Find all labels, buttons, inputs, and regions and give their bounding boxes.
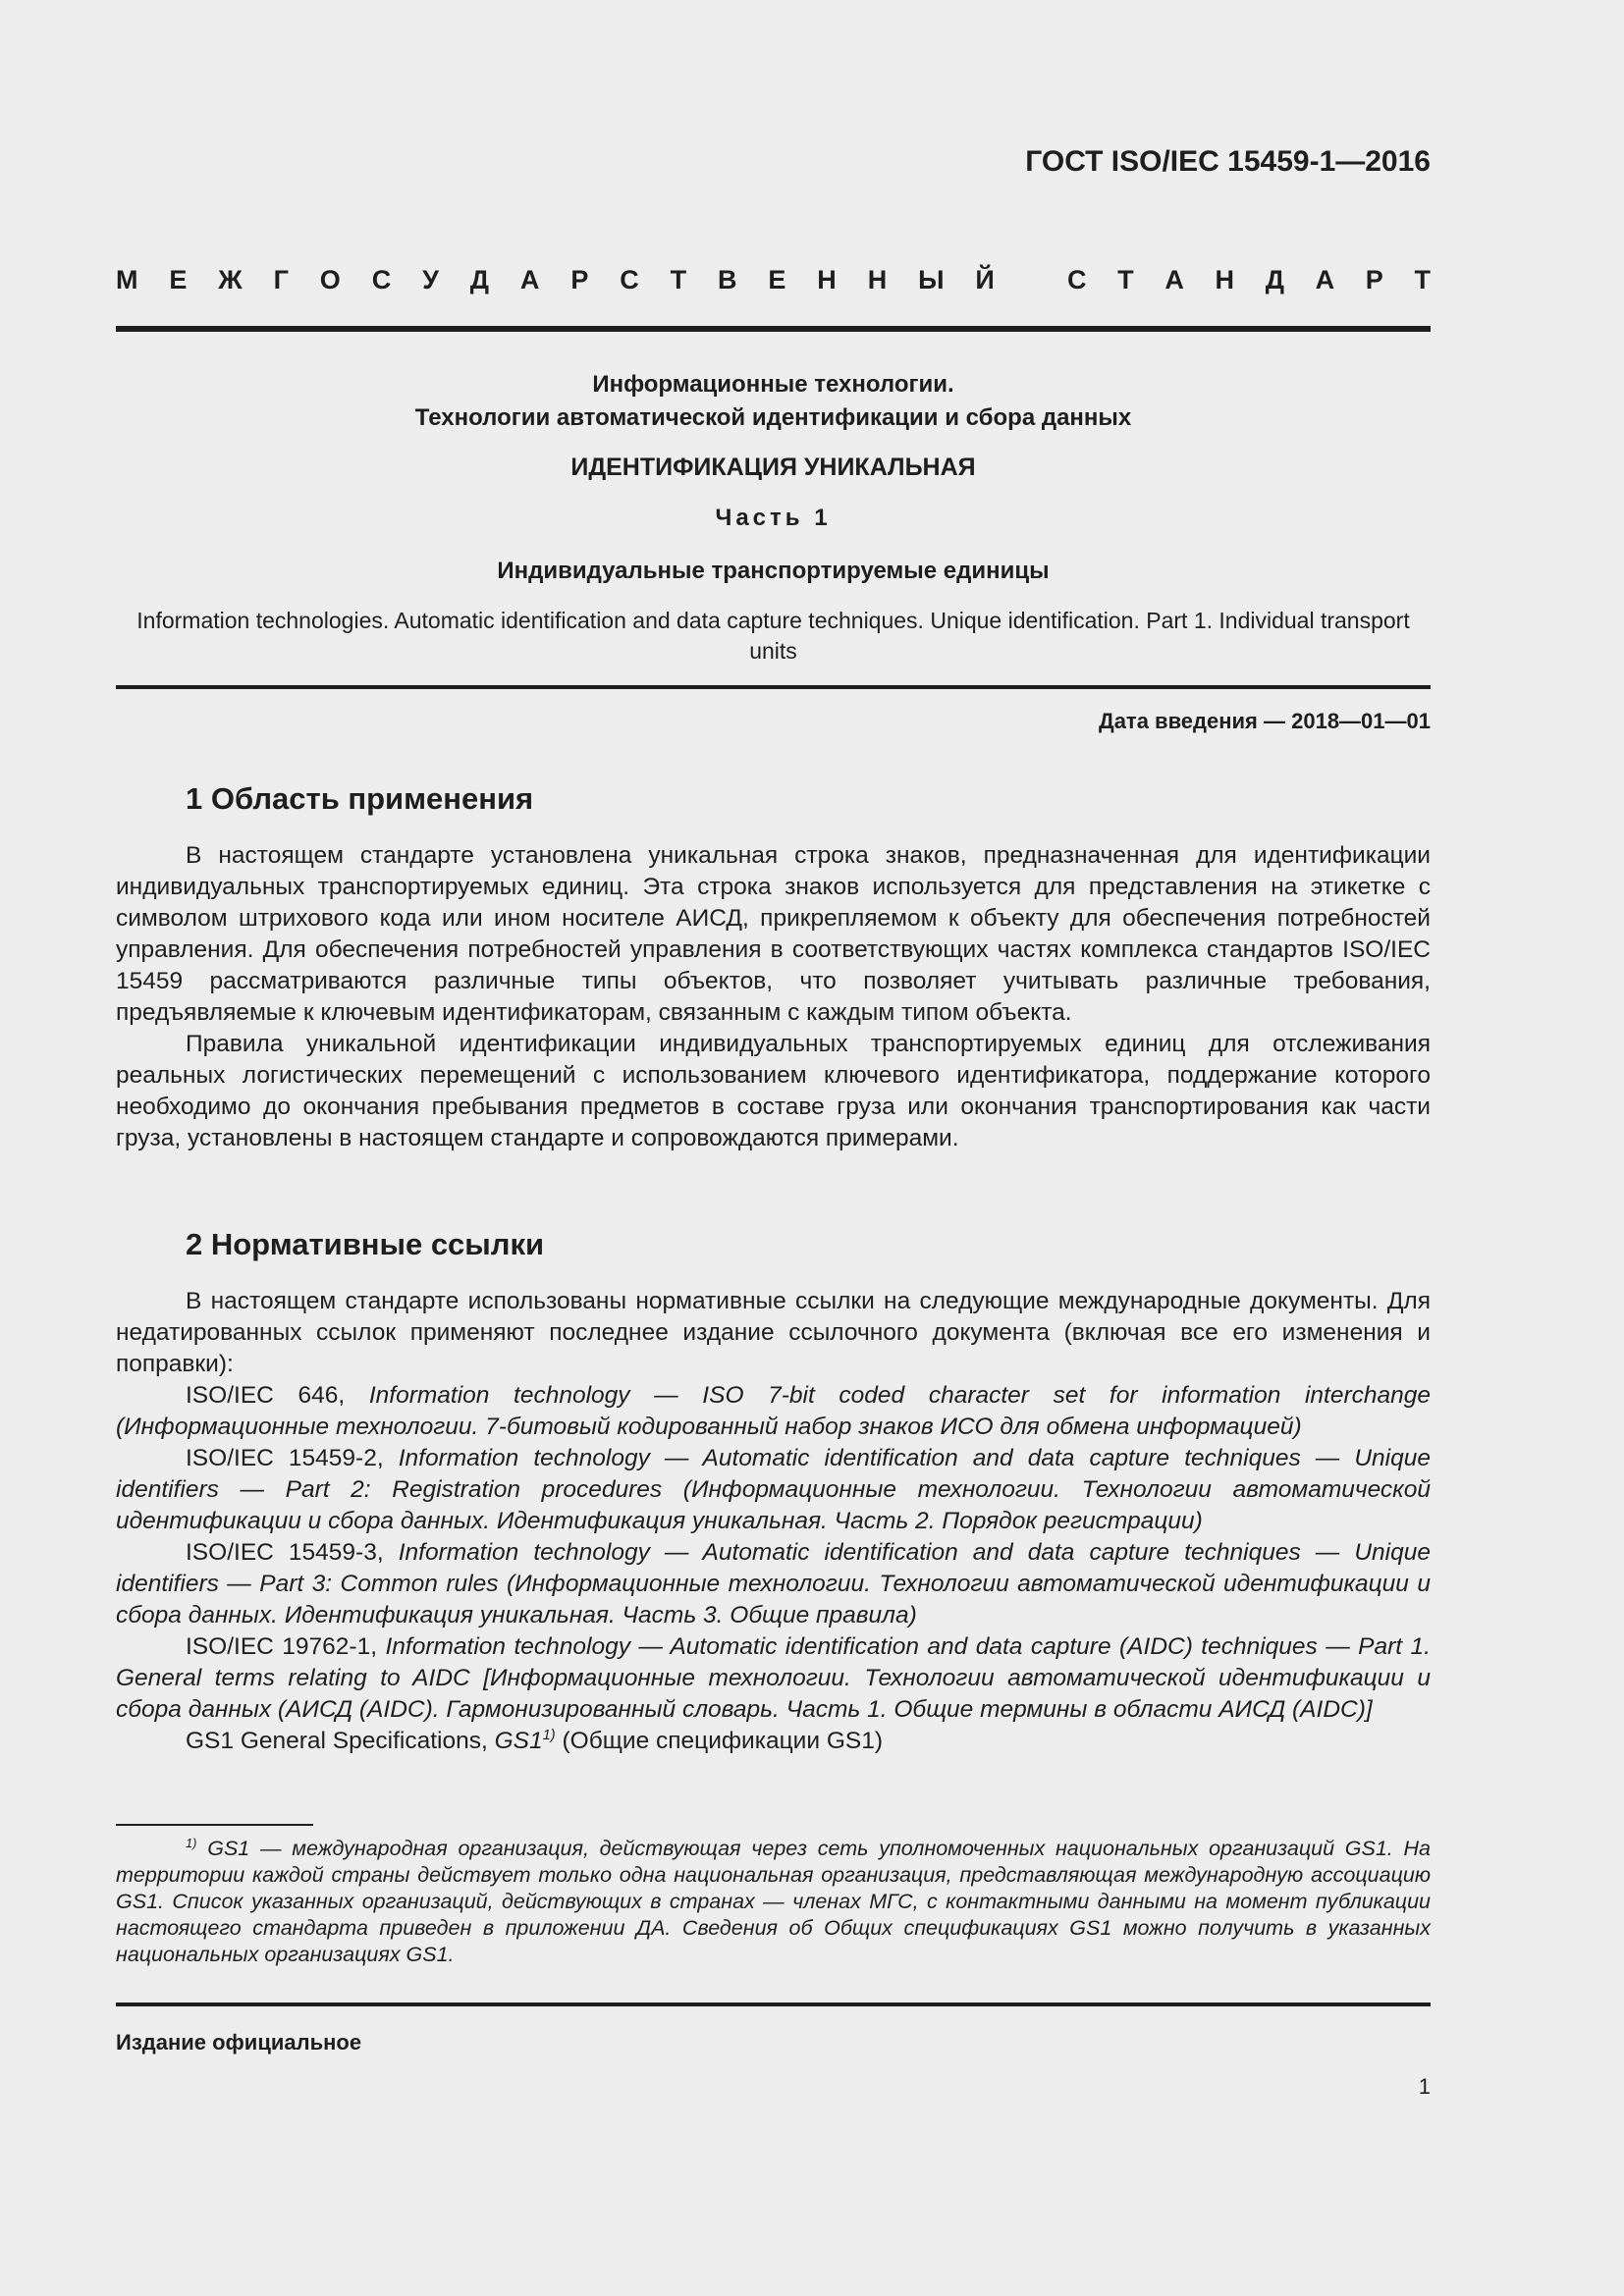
reference-title: Information technology — Automatic identification and data capture techniques — Unique identifiers — Part 2: Registration procedures (Информационные технологии. Технологии автоматической идентификации и сбора данных. Идентификация уникальная. Часть 2. Порядок регистрации) bbox=[116, 1445, 1431, 1534]
heading-letter: В bbox=[718, 265, 737, 294]
gs1-suffix: (Общие спецификации GS1) bbox=[562, 1728, 884, 1754]
title-line-2: Технологии автоматической идентификации и сбора данных bbox=[414, 404, 1132, 431]
reference-title: Information technology — Automatic identification and data capture (AIDC) techniques — Part 1. General terms relating to AIDC [Информационные технологии. Технологии автоматической идентификации и сбора данных (АИСД (AIDC). Гармонизированный словарь. Часть 1. Общие термины в области АИСД (AIDC)] bbox=[116, 1633, 1431, 1723]
reference-code: ISO/IEC 19762-1, bbox=[186, 1633, 378, 1660]
reference-code: ISO/IEC 15459-2, bbox=[186, 1445, 384, 1471]
heading-letter: С bbox=[1067, 265, 1087, 294]
heading-letter: Ы bbox=[918, 265, 945, 294]
heading-letter: Е bbox=[768, 265, 786, 294]
section-2-body bbox=[116, 1286, 1431, 1757]
heading-letter: М bbox=[116, 265, 138, 294]
heading-letter: С bbox=[620, 265, 639, 294]
heading-letter: Й bbox=[975, 265, 995, 294]
reference-gs1 bbox=[116, 1726, 1431, 1757]
page-number: 1 bbox=[1418, 2074, 1431, 2099]
heading-letter: Р bbox=[1365, 265, 1383, 294]
footnote-text: GS1 — международная организация, действующая через сеть уполномоченных национальных организаций GS1. На территории каждой страны действует только одна национальная организация, представляющая международную ассоциацию GS1. Список указанных организаций, действующих в странах — членах МГС, с контактными данными на момент публикации настоящего стандарта приведен в приложении ДА. Сведения об Общих спецификациях GS1 можно получить в указанных национальных организациях GS1. bbox=[116, 1837, 1431, 1966]
title-main: ИДЕНТИФИКАЦИЯ УНИКАЛЬНАЯ bbox=[570, 454, 976, 481]
heading-letter: Н bbox=[867, 265, 888, 294]
heading-letter: Н bbox=[1215, 265, 1235, 294]
reference-code: ISO/IEC 646, bbox=[186, 1382, 346, 1409]
section-1-body bbox=[116, 840, 1431, 1154]
section-1-heading: 1 Область применения bbox=[186, 781, 534, 816]
gost-code: ГОСТ ISO/IEC 15459-1—2016 bbox=[1025, 145, 1431, 178]
footnote-separator bbox=[116, 1824, 313, 1826]
title-english: Information technologies. Automatic identification and data capture techniques. Unique identification. Part 1. Individual transport units bbox=[136, 608, 1410, 664]
heading-letter: Н bbox=[817, 265, 837, 294]
footer-rule bbox=[116, 2002, 1431, 2006]
reference-item bbox=[116, 1380, 1431, 1443]
section-1-paragraph-2: Правила уникальной идентификации индивидуальных транспортируемых единиц для отслеживания реальных логистических перемещений с использованием ключевого идентификатора, поддержание которого необходимо до окончания пребывания предметов в составе груза или окончания транспортирования как части груза, установлены в настоящем стандарте и сопровождаются примерами. bbox=[116, 1031, 1431, 1151]
section-2-intro: В настоящем стандарте использованы нормативные ссылки на следующие международные документы. Для недатированных ссылок применяют последнее издание ссылочного документа (включая все его изменения и поправки): bbox=[116, 1288, 1431, 1377]
reference-title: Information technology — ISO 7-bit coded character set for information interchange (Информационные технологии. 7-битовый кодированный набор знаков ИСО для обмена информацией) bbox=[116, 1382, 1431, 1440]
heading-letter: Д bbox=[1265, 265, 1284, 294]
heading-letter: У bbox=[422, 265, 439, 294]
footnote-mark: 1) bbox=[186, 1835, 197, 1850]
standard-word-standard bbox=[1067, 265, 1431, 295]
reference-item bbox=[116, 1537, 1431, 1631]
heading-letter: Т bbox=[670, 265, 687, 294]
heading-letter: А bbox=[1315, 265, 1335, 294]
heading-letter: Е bbox=[169, 265, 188, 294]
title-rule bbox=[116, 685, 1431, 689]
title-line-1: Информационные технологии. bbox=[592, 371, 954, 398]
edition-label: Издание официальное bbox=[116, 2030, 362, 2055]
reference-item bbox=[116, 1443, 1431, 1537]
heading-letter: О bbox=[319, 265, 341, 294]
heading-letter: Р bbox=[570, 265, 589, 294]
heading-letter: А bbox=[1164, 265, 1184, 294]
heading-letter: Т bbox=[1117, 265, 1134, 294]
date-introduction: Дата введения — 2018—01—01 bbox=[1099, 709, 1431, 733]
heading-letter: А bbox=[519, 265, 540, 294]
reference-title: Information technology — Automatic identification and data capture techniques — Unique identifiers — Part 3: Common rules (Информационные технологии. Технологии автоматической идентификации и сбора данных. Идентификация уникальная. Часть 3. Общие правила) bbox=[116, 1539, 1431, 1629]
gs1-italic: GS1 bbox=[494, 1728, 543, 1754]
heading-letter: Д bbox=[469, 265, 490, 294]
title-part: Часть 1 bbox=[715, 505, 832, 531]
reference-code: ISO/IEC 15459-3, bbox=[186, 1539, 384, 1566]
standard-heading bbox=[116, 265, 1431, 295]
header-rule bbox=[116, 326, 1431, 332]
footnote bbox=[116, 1836, 1431, 1968]
heading-letter: С bbox=[371, 265, 392, 294]
section-2-heading: 2 Нормативные ссылки bbox=[186, 1227, 545, 1261]
footnote-ref-mark: 1) bbox=[542, 1727, 556, 1743]
heading-letter: Г bbox=[273, 265, 289, 294]
heading-letter: Т bbox=[1414, 265, 1431, 294]
title-subtitle: Индивидуальные транспортируемые единицы bbox=[497, 558, 1050, 584]
title-block bbox=[116, 368, 1431, 435]
heading-letter: Ж bbox=[218, 265, 243, 294]
section-1-paragraph-1: В настоящем стандарте установлена уникальная строка знаков, предназначенная для идентификации индивидуальных транспортируемых единиц. Эта строка знаков используется для представления на этикетке с символом штрихового кода или ином носителе АИСД, прикрепляемом к объекту для обеспечения потребностей управления. Для обеспечения потребностей управления в соответствующих частях комплекса стандартов ISO/IEC 15459 рассматриваются различные типы объектов, что позволяет учитывать различные требования, предъявляемые к ключевым идентификаторам, связанным с каждым типом объекта. bbox=[116, 842, 1431, 1026]
gs1-prefix: GS1 General Specifications, bbox=[186, 1728, 488, 1754]
standard-word-interstate bbox=[116, 265, 995, 295]
reference-item bbox=[116, 1631, 1431, 1726]
